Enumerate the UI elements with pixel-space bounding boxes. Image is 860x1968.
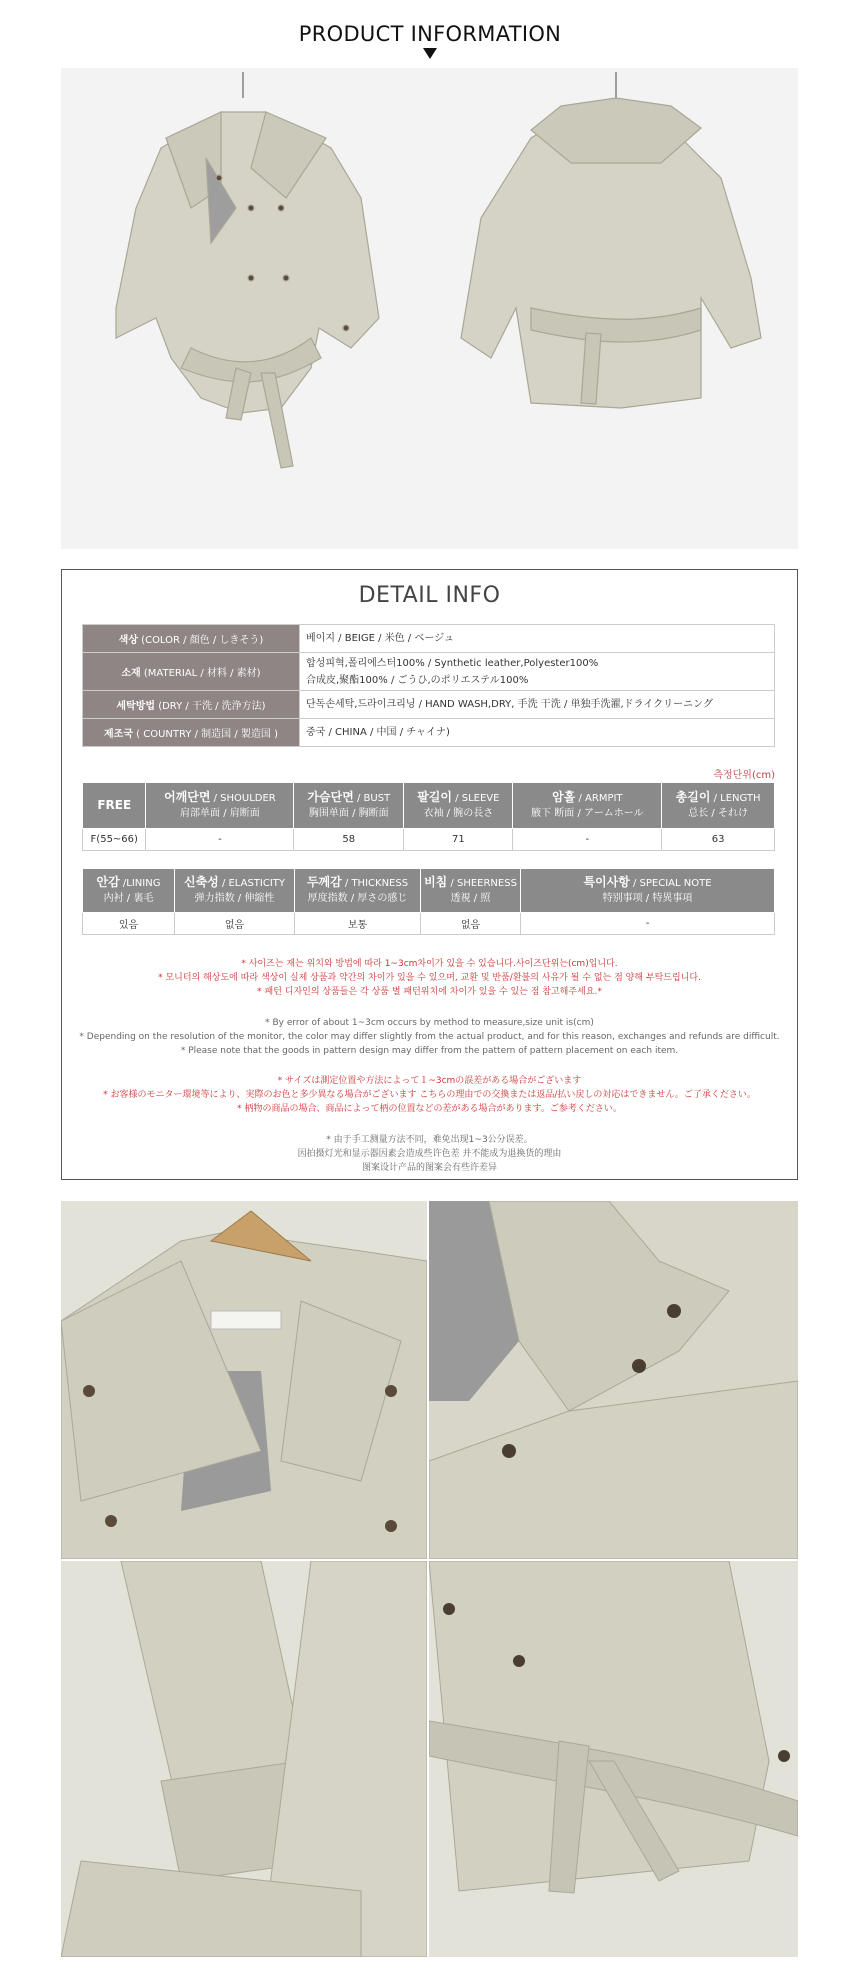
note-line: 图案设计产品的图案会有些许差异 xyxy=(361,1163,497,1173)
size-header-sub: 胸围单面 / 胸断面 xyxy=(308,808,389,819)
detail-photo-grid xyxy=(61,1201,798,1957)
size-header-en: / SHOULDER xyxy=(210,793,276,804)
info-table xyxy=(82,624,775,747)
size-cell: - xyxy=(513,829,662,851)
back-jacket xyxy=(461,72,761,408)
size-header-en: / SLEEVE xyxy=(452,793,500,804)
note-line: * By error of about 1~3cm occurs by method to measure,size unit is(cm) xyxy=(265,1018,594,1028)
note-line: * 패턴 디자인의 상품들은 각 상품 별 패턴위치에 차이가 있을 수 있는 점 참고해주세요.* xyxy=(257,987,602,997)
info-key: 제조국 xyxy=(104,729,133,740)
info-value: 중국 / CHINA / 中国 / チャイナ) xyxy=(300,719,775,747)
notes-japanese xyxy=(62,1074,797,1116)
note-line: * 由于手工测量方法不同，难免出现1~3公分误差。 xyxy=(326,1135,533,1145)
size-header-en: / LENGTH xyxy=(710,793,761,804)
info-key-sub: (DRY / 干洗 / 洗浄方法) xyxy=(155,701,266,712)
detail-photo-lapel xyxy=(429,1201,798,1559)
size-header xyxy=(513,783,662,829)
extra-header-ko: 안감 xyxy=(96,875,120,889)
size-header xyxy=(662,783,775,829)
info-row-color xyxy=(83,625,775,653)
jacket-illustration xyxy=(61,68,798,549)
size-table xyxy=(82,782,775,851)
extra-header-row xyxy=(83,869,775,913)
size-header-ko: FREE xyxy=(97,797,132,812)
extra-header-sub: 特别事项 / 特異事項 xyxy=(602,893,693,904)
info-value: 합성피혁,폴리에스터100% / Synthetic leather,Polyester100% xyxy=(306,657,599,669)
extra-header xyxy=(295,869,421,913)
extra-header-ko: 비침 xyxy=(424,875,448,889)
unit-note: 측정단위(cm) xyxy=(713,770,775,781)
size-header xyxy=(294,783,404,829)
size-header-ko: 암홀 xyxy=(552,790,576,804)
note-line: * Please note that the goods in pattern design may differ from the pattern of pattern placement on each item. xyxy=(180,1046,679,1056)
note-line: * Depending on the resolution of the monitor, the color may differ slightly from the actual product, and for this reason, exchanges and refunds are difficult. xyxy=(79,1032,780,1042)
note-line: * 모니터의 해상도에 따라 색상이 실제 상품과 약간의 차이가 있을 수 있으며, 교환 및 반품/환불의 사유가 될 수 없는 점 양해 부탁드립니다. xyxy=(158,973,701,983)
size-header xyxy=(83,783,146,829)
size-header-ko: 총길이 xyxy=(675,790,711,804)
cuff-illustration xyxy=(61,1561,427,1957)
extra-header-ko: 신축성 xyxy=(183,875,219,889)
info-value: 베이지 / BEIGE / 米色 / ベージュ xyxy=(300,625,775,653)
size-header xyxy=(404,783,513,829)
notes-english xyxy=(62,1016,797,1058)
extra-header-sub: 透視 / 照 xyxy=(450,893,491,904)
size-header-row xyxy=(83,783,775,829)
info-row-wash xyxy=(83,691,775,719)
down-arrow-icon xyxy=(423,48,437,59)
extra-header-en: / SPECIAL NOTE xyxy=(629,878,712,889)
info-key: 소재 xyxy=(121,668,141,679)
info-value: 단독손세탁,드라이크리닝 / HAND WASH,DRY, 手洗 干洗 / 単独手洗濯,ドライクリーニング xyxy=(300,691,775,719)
extra-header-ko: 특이사항 xyxy=(583,875,630,889)
extra-header xyxy=(521,869,775,913)
note-line: * サイズは測定位置や方法によって１~3cmの誤差がある場合がございます xyxy=(277,1076,582,1086)
extra-cell: 보통 xyxy=(295,913,421,935)
info-key-sub: (COLOR / 顏色 / しきそう) xyxy=(138,635,264,646)
info-key-sub: ( COUNTRY / 制造国 / 製造国 ) xyxy=(133,729,278,740)
detail-title: DETAIL INFO xyxy=(358,583,501,608)
info-row-country xyxy=(83,719,775,747)
lapel-illustration xyxy=(429,1201,798,1559)
product-photo xyxy=(61,68,798,549)
note-line: * 사이즈는 재는 위치와 방법에 따라 1~3cm차이가 있을 수 있습니다.사이즈단위는(cm)입니다. xyxy=(241,959,618,969)
notes-chinese xyxy=(62,1133,797,1175)
size-header-ko: 팔길이 xyxy=(417,790,452,804)
size-header-sub: 腋下 断面 / アームホール xyxy=(531,808,644,819)
size-header-ko: 어깨단면 xyxy=(164,790,211,804)
size-cell: 58 xyxy=(294,829,404,851)
size-cell: - xyxy=(146,829,294,851)
detail-photo-collar xyxy=(61,1201,427,1559)
size-cell: F(55~66) xyxy=(83,829,146,851)
extra-header-sub: 弹力指数 / 伸縮性 xyxy=(194,893,275,904)
detail-photo-cuff xyxy=(61,1561,427,1957)
size-header-en: / BUST xyxy=(353,793,391,804)
belt-illustration xyxy=(429,1561,798,1957)
size-row xyxy=(83,829,775,851)
extra-header-en: / THICKNESS xyxy=(341,878,409,889)
info-key: 색상 xyxy=(118,635,138,646)
note-line: * 柄物の商品の場合、商品によって柄の位置などの差がある場合があります。ご参考ください。 xyxy=(237,1104,622,1114)
size-header xyxy=(146,783,294,829)
extra-header-sub: 内衬 / 裏毛 xyxy=(103,893,154,904)
extra-cell: - xyxy=(521,913,775,935)
extra-table xyxy=(82,868,775,935)
size-header-en: / ARMPIT xyxy=(575,793,623,804)
size-cell: 63 xyxy=(662,829,775,851)
extra-cell: 있음 xyxy=(83,913,175,935)
collar-illustration xyxy=(61,1201,427,1559)
detail-photo-belt xyxy=(429,1561,798,1957)
size-header-sub: 肩部单面 / 肩断面 xyxy=(180,808,260,819)
extra-header-en: / SHEERNESS xyxy=(447,878,517,889)
extra-header-en: / ELASTICITY xyxy=(218,878,286,889)
size-header-sub: 总长 / それけ xyxy=(688,808,748,819)
extra-header-en: /LINING xyxy=(119,878,161,889)
page-title: PRODUCT INFORMATION xyxy=(298,22,562,46)
extra-header-sub: 厚度指数 / 厚さの感じ xyxy=(307,893,408,904)
info-key: 세탁방법 xyxy=(116,701,156,712)
extra-row xyxy=(83,913,775,935)
extra-cell: 없음 xyxy=(421,913,521,935)
extra-cell: 없음 xyxy=(175,913,295,935)
note-line: 因拍摄灯光和显示器因素会造成些许色差 并不能成为退换货的理由 xyxy=(297,1149,562,1159)
info-row-material xyxy=(83,653,775,691)
detail-info-panel xyxy=(61,569,798,1180)
note-line: * お客様のモニター環境等により、実際のお色と多少異なる場合がございます こちらの理由での交換または返品/払い戻しの対応はできません。ご了承ください。 xyxy=(103,1090,756,1100)
extra-header xyxy=(83,869,175,913)
size-cell: 71 xyxy=(404,829,513,851)
size-header-ko: 가슴단면 xyxy=(307,790,354,804)
info-value-2: 合成皮,聚酯100% / ごうひ,のポリエステル100% xyxy=(306,674,529,686)
info-key-sub: (MATERIAL / 材料 / 素材) xyxy=(140,668,261,679)
notes-korean xyxy=(62,957,797,999)
extra-header xyxy=(421,869,521,913)
size-header-sub: 衣袖 / 腕の長さ xyxy=(423,808,494,819)
extra-header xyxy=(175,869,295,913)
extra-header-ko: 두께감 xyxy=(306,875,342,889)
front-jacket xyxy=(116,72,379,468)
